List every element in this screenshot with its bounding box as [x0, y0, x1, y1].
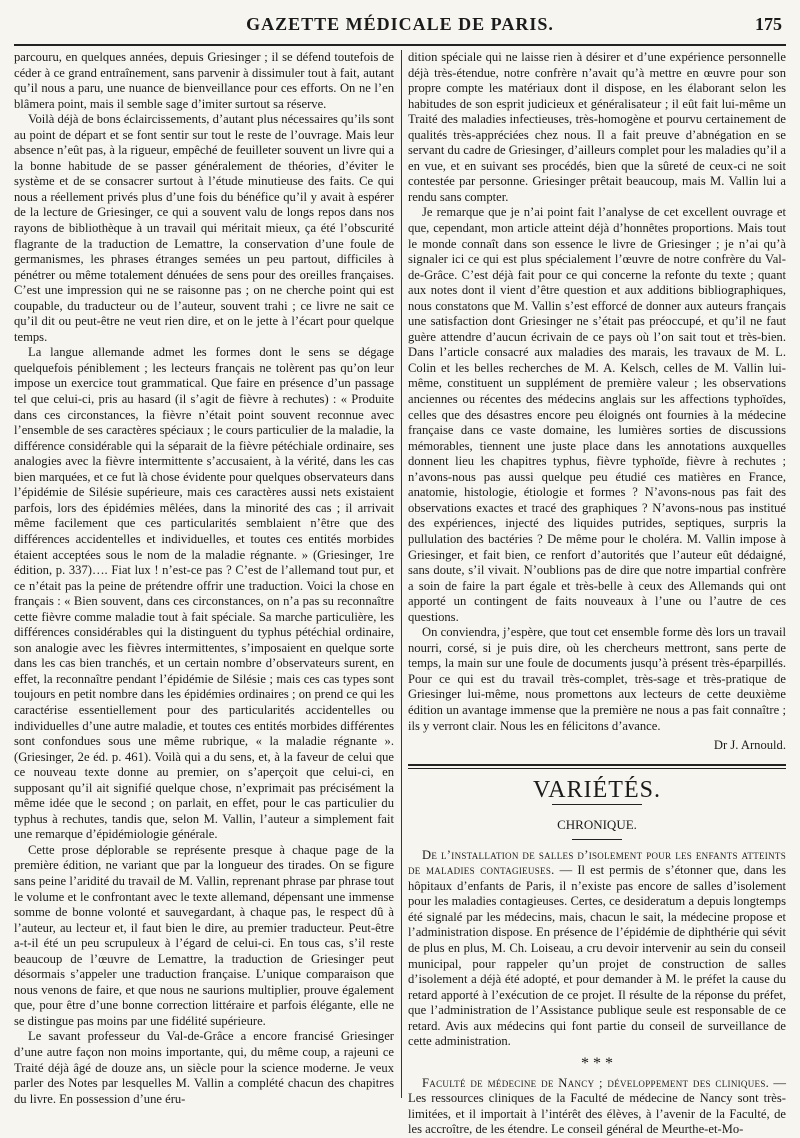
paragraph: Cette prose déplorable se représente presque à chaque page de la première édition, ne variant que par la longueur des tirades. On se figure sans peine l’aridité du travail de M. Vallin, reprenant phrase par phrase tout le volume et le confrontant avec le texte allemand, dépensant une immense somme de bonne volonté et sauvegardant, à chaque pas, le respect dû à l’auteur, au lecteur et, il faut bien le dire, au premier traducteur. Peut-être a-t-il été un peu scrupuleux à l’égard de celui-ci. En tous cas, s’il reste beaucoup de l’œuvre de Lemattre, la traduction de Griesinger peut désormais s’appeler une traduction française. L’unique comparaison que nous venons de faire, et que nous ne saurions multiplier, prouve également que, pour être d’une bonne correction littéraire et parfois élégante, elle ne se distingue pas moins par une fidélité supérieure. — [14, 842, 394, 1028]
news-item-lead: De l’installation de salles d’isolement pour les enfants atteints de maladies contagieuses. — [408, 847, 786, 878]
news-item — [408, 848, 786, 1050]
paragraph: parcouru, en quelques années, depuis Griesinger ; il se défend toutefois de céder à ce grand entraînement, sans parvenir à dissimuler tout à fait, autant qu’il nous a paru, une nuance de bienveillance pour ces efforts. On ne l’en blâmera point, mais il semble sage d’imiter surtout sa réserve. — [14, 50, 394, 111]
column-divider — [401, 50, 402, 1098]
news-item-text: — Il est permis de s’étonner que, dans les hôpitaux d’enfants de Paris, il n’existe pas encore de salles d’isolement pour les maladies contagieuses. Certes, ce desideratum a depuis longtemps été signalé par les médecins, mais, chacun le sait, la médecine propose et l’administration dispose. En présence de l’épidémie de diphthérie qui sévit de plus en plus, M. Ch. Loiseau, a cru devoir intervenir au sein du conseil municipal, pour rappeler qu’un projet de construction de salles d’isolement a déjà été adopté, et pour demander à M. le préfet la cause du retard apporté à l’exécution de ce projet. Il résulte de la réponse du préfet, que l’administration de l’Assistance publique seule est responsable de ce retard. Avis aux médecins qui font partie du conseil de surveillance de cette administration. — [408, 863, 786, 1049]
paragraph: Voilà déjà de bons éclaircissements, d’autant plus nécessaires qu’ils sont au point de départ et se font sentir sur tout le reste de l’ouvrage. Mais leur absence n’eût pas, à la rigueur, empêché de feuilleter souvent un livre qui a la bonne habitude de se passer généralement de théories, d’éviter le système et de se consacrer surtout à l’étude minutieuse des faits. Ce qui nous a réellement privés plus d’une fois du bénéfice qu’il y avait à espérer de la lecture de Griesinger, ce qui a souvent valu de longs repos dans nos rayons de bibliothèque à un travail qui méritait mieux, ça été l’obscurité flagrante de la traduction de Lemattre, la conservation d’une foule de germanismes, les phrases étranges semées un peu partout, difficiles à pénétrer ou même totalement dénuées de sens pour des oreilles françaises. C’est une impression qui ne se raisonne pas ; on ne cherche point qui est coupable, du traducteur ou de l’auteur, souvent trahi ; ce livre ne sait ce qu’il dit ou peut-être ne veut rien dire, et on le jette à l’écart pour quelque temps. — [14, 112, 394, 344]
news-item — [408, 1076, 786, 1138]
section-divider-thin — [408, 768, 786, 769]
author-signature: Dr J. Arnould. — [713, 738, 786, 753]
subsection-title: CHRONIQUE. — [557, 817, 637, 833]
paragraph: Le savant professeur du Val-de-Grâce a encore francisé Griesinger d’une autre façon non moins importante, qui, du même coup, a rajeuni ce Traité déjà âgé de douze ans, un siècle pour la science moderne. Je veux parler des Notes par lesquelles M. Vallin a complété chacun des chapitres du livre. En possession d’une éru- — [14, 1029, 394, 1106]
journal-title: GAZETTE MÉDICALE DE PARIS. — [246, 14, 554, 34]
paragraph: dition spéciale qui ne laisse rien à désirer et d’une expérience personnelle déjà très-étendue, notre confrère n’avait qu’à mettre en œuvre pour son propre compte les matériaux dont il dispose, en les élaborant selon les habitudes de son esprit judicieux et généralisateur ; il eût fait lui-même un Traité des maladies infectieuses, très-homogène et pourvu certainement de qualités très-appréciées chez nous. Il a fait preuve d’abnégation en se servant du cadre de Griesinger, d’ailleurs complet pour les maladies qu’il a en vue, et en suivant ses procédés, bien que la sûreté de ceux-ci ne soit contestée par personne. Griesinger prêtait beaucoup, mais M. Vallin lui a rendu sans compter. — [408, 50, 786, 204]
subtitle-rule — [572, 839, 622, 840]
section-divider — [408, 764, 786, 766]
left-column — [14, 50, 394, 1106]
paragraph: La langue allemande admet les formes dont le sens se dégage quelquefois péniblement ; les lecteurs français ne tolèrent pas qu’on leur impose un exercice tout grammatical. Que faire en présence d’un passage tel que celui-ci, pris au hasard (il s’agit de fièvre à rechutes) : « Produite dans ces circonstances, la fièvre n’était point souvent reconnue avec l’ensemble de ses caractères spéciaux ; le cours particulier de la maladie, la différence considérable qui la séparait de la fièvre pétéchiale ordinaire, ses analogies avec la fièvre intermittente s’accusaient, à la vérité, dans les cas bien marquées, et ce fut là chose évidente pour quelques observateurs dans l’épidémie de Silésie supérieure, mais ces caractères aussi nets existaient parfois, lors des épidémies mêlées, dans la minorité des cas ; il arrivait même facilement que ces particularités semblaient n’être que des différences accidentelles et individuelles, et toutes ces entités morbides étaient acceptées sous le nom de la maladie régnante. » (Griesinger, 1re édition, p. 337)…. Fiat lux ! n’est-ce pas ? C’est de l’allemand tout pur, et ce n’était pas la peine de prétendre offrir une traduction. Voici la chose en français : « Bien souvent, dans ces circonstances, on n’a pas su reconnaître cette fièvre comme maladie tout à fait spéciale. Sa marche particulière, les différences considérables qui la distinguent du typhus pétéchial ordinaire, son analogie avec les fièvres intermittentes, s’imposaient en quelque sorte dans les cas bien tranchés, et un certain nombre d’observateurs surent, en effet, la reconnaître pendant l’épidémie de Silésie ; mais ces cas types sont toujours en petit nombre dans les épidémies ordinaires ; on prend ce qui les caractérise essentiellement pour des particularités accidentelles ou individuelles d’une autre maladie, et toutes ces entités morbides différentes sont confondues sous une même rubrique, « la maladie régnante ». (Griesinger, 2e éd. p. 461). Voilà qui a du sens, et, à la faveur de celui que ce nouveau texte donne au premier, on s’aperçoit que celui-ci, en supposant qu’il ait signifié quelque chose, n’exprimait pas précisément la même idée que le second ; on parlait, en effet, pour le cas particulier du typhus à rechutes, tandis que, selon M. Vallin, l’auteur a simplement fait une remarque d’épidémiologie générale. — [14, 345, 394, 842]
page-number: 175 — [755, 14, 782, 34]
title-rule — [552, 804, 642, 805]
asterism-separator: * * * — [581, 1054, 613, 1072]
section-title: VARIÉTÉS. — [533, 776, 661, 803]
paragraph: Je remarque que je n’ai point fait l’analyse de cet excellent ouvrage et que, cependant, mon article atteint déjà d’honnêtes proportions. Mais tout le monde connaît dans son essence le livre de Griesinger ; je n’ai qu’à signaler ici ce qui est plus spécialement l’œuvre de notre confrère du Val-de-Grâce. C’est déjà fait pour ce qui concerne la refonte du texte ; quant aux notes dont il vient d’être question et aux additions bibliographiques, nous constatons que M. Vallin s’est efforcé de donner aux auteurs français une satisfaction dont Griesinger ne s’était pas préoccupé, et qu’il ne faut guère attendre d’aucun écrivain de ce pays où l’on sait tout et très-bien. Dans l’article consacré aux maladies des marais, les travaux de M. L. Colin et les belles recherches de M. A. Kelsch, celles de M. Vallin lui-même, constituent un supplément de première valeur ; les observations anciennes ou récentes des médecins anglais sur les affections typhoïdes, celles que des désastres encore peu éloignés ont fournies à la médecine française dans ce vaste domaine, les lumières sorties de discussions mémorables, tiennent une juste place dans les annotations auxquelles donnent lieu les chapitres typhus, fièvre typhoïde, fièvre à rechutes ; n’avons-nous pas aussi quelque peu étudié ces matières en France, anatomie, histologie, étiologie et formes ? N’avons-nous pas fait des observations exactes et tracé des graphiques ? N’avons-nous pas institué des expériences, injecté des liquides putrides, septiques, surpris la pullulation des bactéries ? De même pour le choléra. M. Vallin impose à Griesinger, et fait bien, ce renfort d’autorités que l’auteur eût dédaigné, sans doute, s’il vivait. N’oublions pas de dire que notre impartial confrère a soin de faire la part égale et très-belle à ceux des Allemands qui ont apporté un contingent de faits nouveaux à l’une ou l’autre de ces questions. — [408, 205, 786, 624]
right-column — [408, 50, 786, 1137]
paragraph: On conviendra, j’espère, que tout cet ensemble forme dès lors un travail nourri, corsé, si je puis dire, où les chercheurs mettront, sans perte de temps, la main sur une foule de documents jusqu’à présent très-éparpillés. Pour ce qui est du travail très-complet, très-sage et très-pratique de Griesinger lui-même, nous promettons aux lecteurs de cette deuxième édition un avantage immense que la première ne nous a pas fait connaître ; ils y verront clair. Nous les en félicitons d’avance. — [408, 625, 786, 733]
page-header — [14, 8, 786, 46]
news-item-lead: Faculté de médecine de Nancy ; développement des cliniques. — [422, 1075, 770, 1090]
news-item-text: — Les ressources cliniques de la Faculté de médecine de Nancy sont très-limitées, et il importait à l’intérêt des élèves, à l’avenir de la Faculté, de les accroître, de les étendre. Le conseil général de Meurthe-et-Mo- — [408, 1075, 786, 1137]
